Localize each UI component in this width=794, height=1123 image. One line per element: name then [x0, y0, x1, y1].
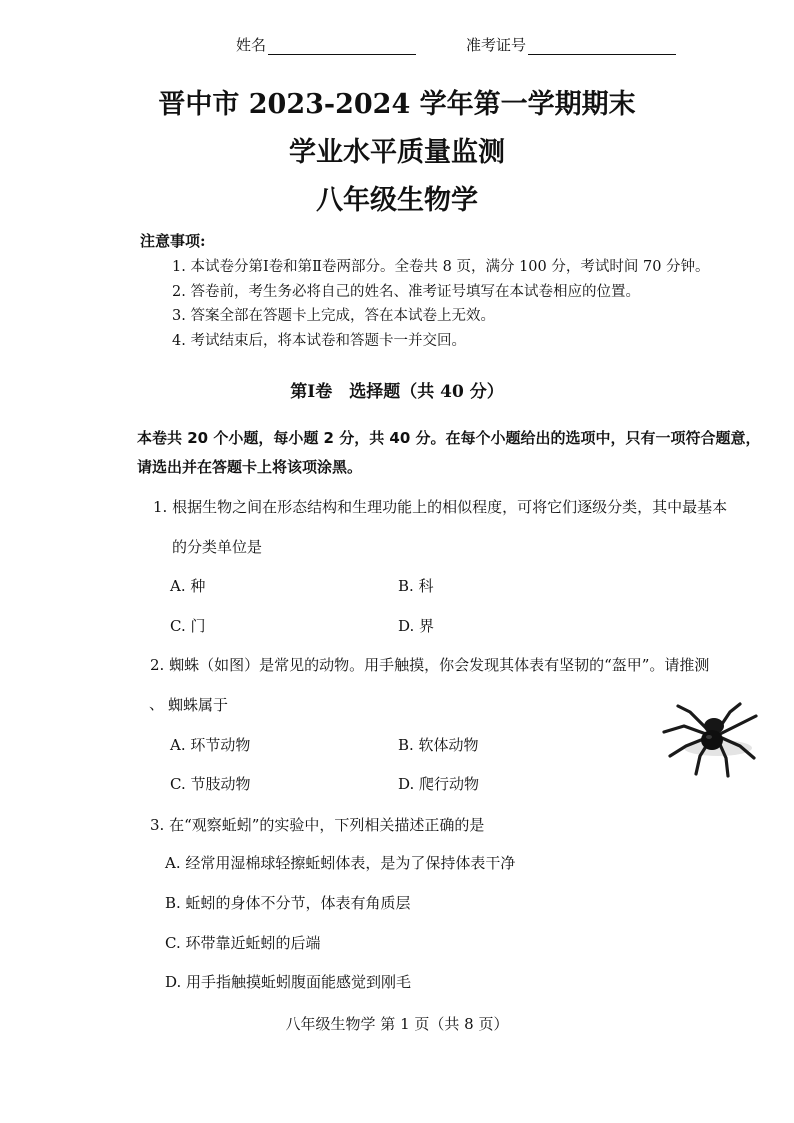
stray-mark: 、 — [149, 695, 165, 713]
question-2-option-c: C. 节肢动物 — [170, 775, 251, 793]
title-line-2: 学业水平质量监测 — [289, 137, 505, 168]
question-3-option-d: D. 用手指触摸蚯蚓腹面能感觉到刚毛 — [165, 973, 412, 991]
section-heading: 第Ⅰ卷 选择题（共 40 分） — [290, 382, 504, 402]
name-field — [236, 34, 416, 55]
question-2-option-b: B. 软体动物 — [398, 736, 479, 754]
notice-item: 1. 本试卷分第Ⅰ卷和第Ⅱ卷两部分。全卷共 8 页，满分 100 分，考试时间 70 分钟。 — [172, 259, 710, 275]
question-2-stem-cont: 蜘蛛属于 — [168, 696, 229, 714]
exam-id-label: 准考证号 — [466, 36, 527, 54]
spider-figure — [656, 690, 762, 780]
question-1-stem-cont: 的分类单位是 — [172, 538, 263, 556]
question-2-option-a: A. 环节动物 — [170, 736, 251, 754]
question-1-option-d: D. 界 — [398, 617, 435, 635]
question-3-option-c: C. 环带靠近蚯蚓的后端 — [165, 934, 321, 952]
notice-title: 注意事项: — [140, 232, 206, 250]
exam-id-blank — [528, 38, 676, 55]
section-instruction-line-2: 请选出并在答题卡上将该项涂黑。 — [137, 458, 363, 476]
question-3-stem: 3. 在“观察蚯蚓”的实验中，下列相关描述正确的是 — [150, 816, 485, 834]
title-line-1: 晋中市 2023-2024 学年第一学期期末 — [158, 89, 636, 120]
notice-item: 2. 答卷前，考生务必将自己的姓名、准考证号填写在本试卷相应的位置。 — [172, 284, 640, 300]
question-1-stem: 1. 根据生物之间在形态结构和生理功能上的相似程度，可将它们逐级分类，其中最基本 — [153, 498, 728, 516]
question-1-option-c: C. 门 — [170, 617, 206, 635]
question-3-option-b: B. 蚯蚓的身体不分节，体表有角质层 — [165, 894, 411, 912]
title-line-3: 八年级生物学 — [316, 185, 478, 216]
notice-item: 3. 答案全部在答题卡上完成，答在本试卷上无效。 — [172, 308, 495, 324]
question-1-option-b: B. 科 — [398, 577, 434, 595]
question-2-option-d: D. 爬行动物 — [398, 775, 480, 793]
question-1-option-a: A. 种 — [170, 577, 206, 595]
page-footer: 八年级生物学 第 1 页（共 8 页） — [285, 1015, 509, 1033]
name-blank — [268, 38, 416, 55]
section-instruction-line-1: 本卷共 20 个小题，每小题 2 分，共 40 分。在每个小题给出的选项中，只有一项符合题意， — [137, 429, 761, 447]
exam-id-field — [466, 34, 676, 55]
notice-item: 4. 考试结束后，将本试卷和答题卡一并交回。 — [172, 333, 466, 349]
question-3-option-a: A. 经常用湿棉球轻擦蚯蚓体表，是为了保持体表干净 — [165, 854, 516, 872]
question-2-stem: 2. 蜘蛛（如图）是常见的动物。用手触摸，你会发现其体表有坚韧的“盔甲”。请推测 — [150, 656, 710, 674]
name-label: 姓名 — [236, 36, 267, 54]
